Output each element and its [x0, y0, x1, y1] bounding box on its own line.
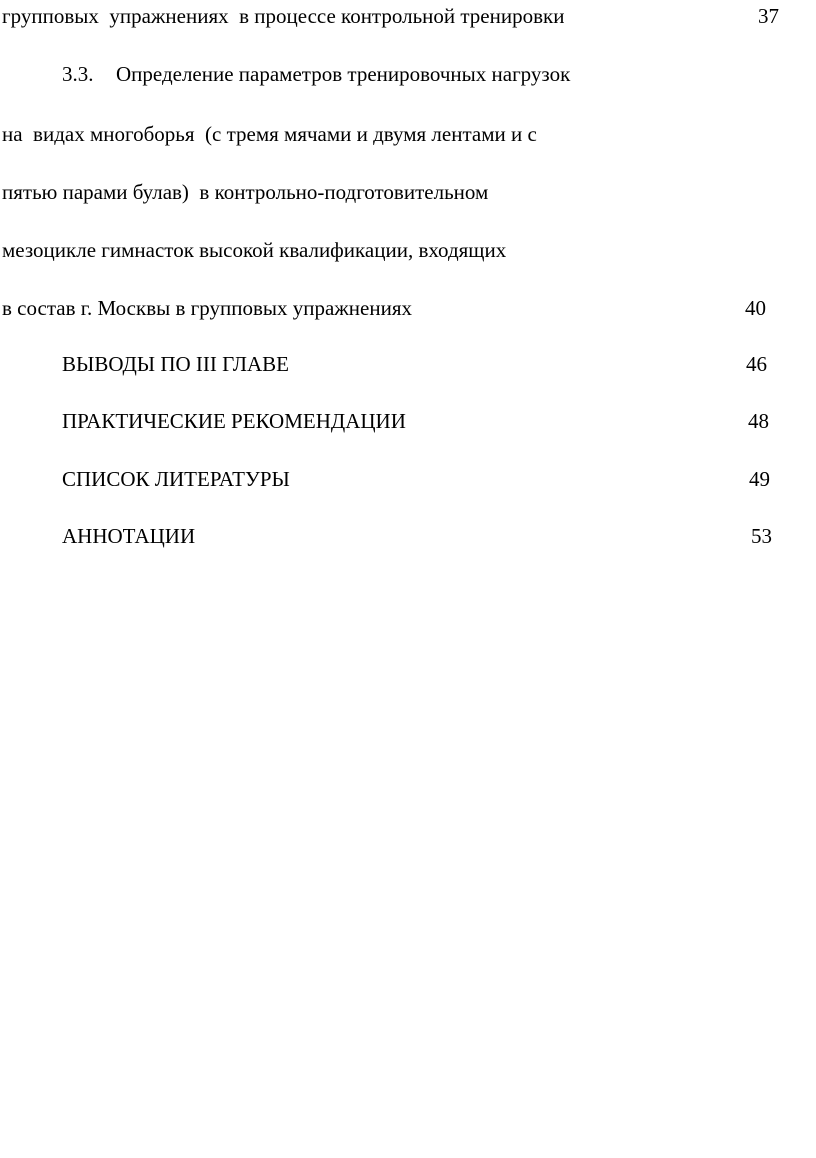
- toc-entry-text: СПИСОК ЛИТЕРАТУРЫ: [62, 467, 290, 491]
- toc-entry-text: ВЫВОДЫ ПО III ГЛАВЕ: [62, 352, 289, 376]
- toc-entry-3-3-line4: [0, 236, 816, 264]
- toc-section-number: 3.3.: [62, 62, 94, 86]
- toc-entry-page: 49: [749, 467, 770, 491]
- toc-entry-text: Определение параметров тренировочных нагрузок: [116, 62, 571, 86]
- toc-entry-page: 37: [758, 4, 779, 28]
- toc-entry-text: на видах многоборья (с тремя мячами и двумя лентами и с: [2, 122, 537, 146]
- toc-entry-page: 53: [751, 524, 772, 548]
- toc-entry-text: ПРАКТИЧЕСКИЕ РЕКОМЕНДАЦИИ: [62, 409, 406, 433]
- toc-entry-recommendations: [0, 407, 816, 435]
- toc-entry-conclusions: [0, 350, 816, 378]
- toc-entry-page: 48: [748, 409, 769, 433]
- toc-entry-text: групповых упражнениях в процессе контрольной тренировки: [2, 4, 565, 28]
- toc-entry-text: пятью парами булав) в контрольно-подготовительном: [2, 180, 489, 204]
- toc-entry-page: 40: [745, 296, 766, 320]
- toc-entry-3-3-line3: [0, 178, 816, 206]
- toc-entry-annotations: [0, 522, 816, 550]
- toc-entry-continued: [0, 2, 816, 30]
- toc-entry-page: 46: [746, 352, 767, 376]
- toc-entry-references: [0, 465, 816, 493]
- toc-entry-3-3: [0, 60, 816, 88]
- toc-entry-3-3-line2: [0, 120, 816, 148]
- toc-entry-text: мезоцикле гимнасток высокой квалификации, входящих: [2, 238, 507, 262]
- toc-entry-3-3-line5: [0, 294, 816, 322]
- toc-entry-text: АННОТАЦИИ: [62, 524, 196, 548]
- toc-entry-text: в состав г. Москвы в групповых упражнениях: [2, 296, 412, 320]
